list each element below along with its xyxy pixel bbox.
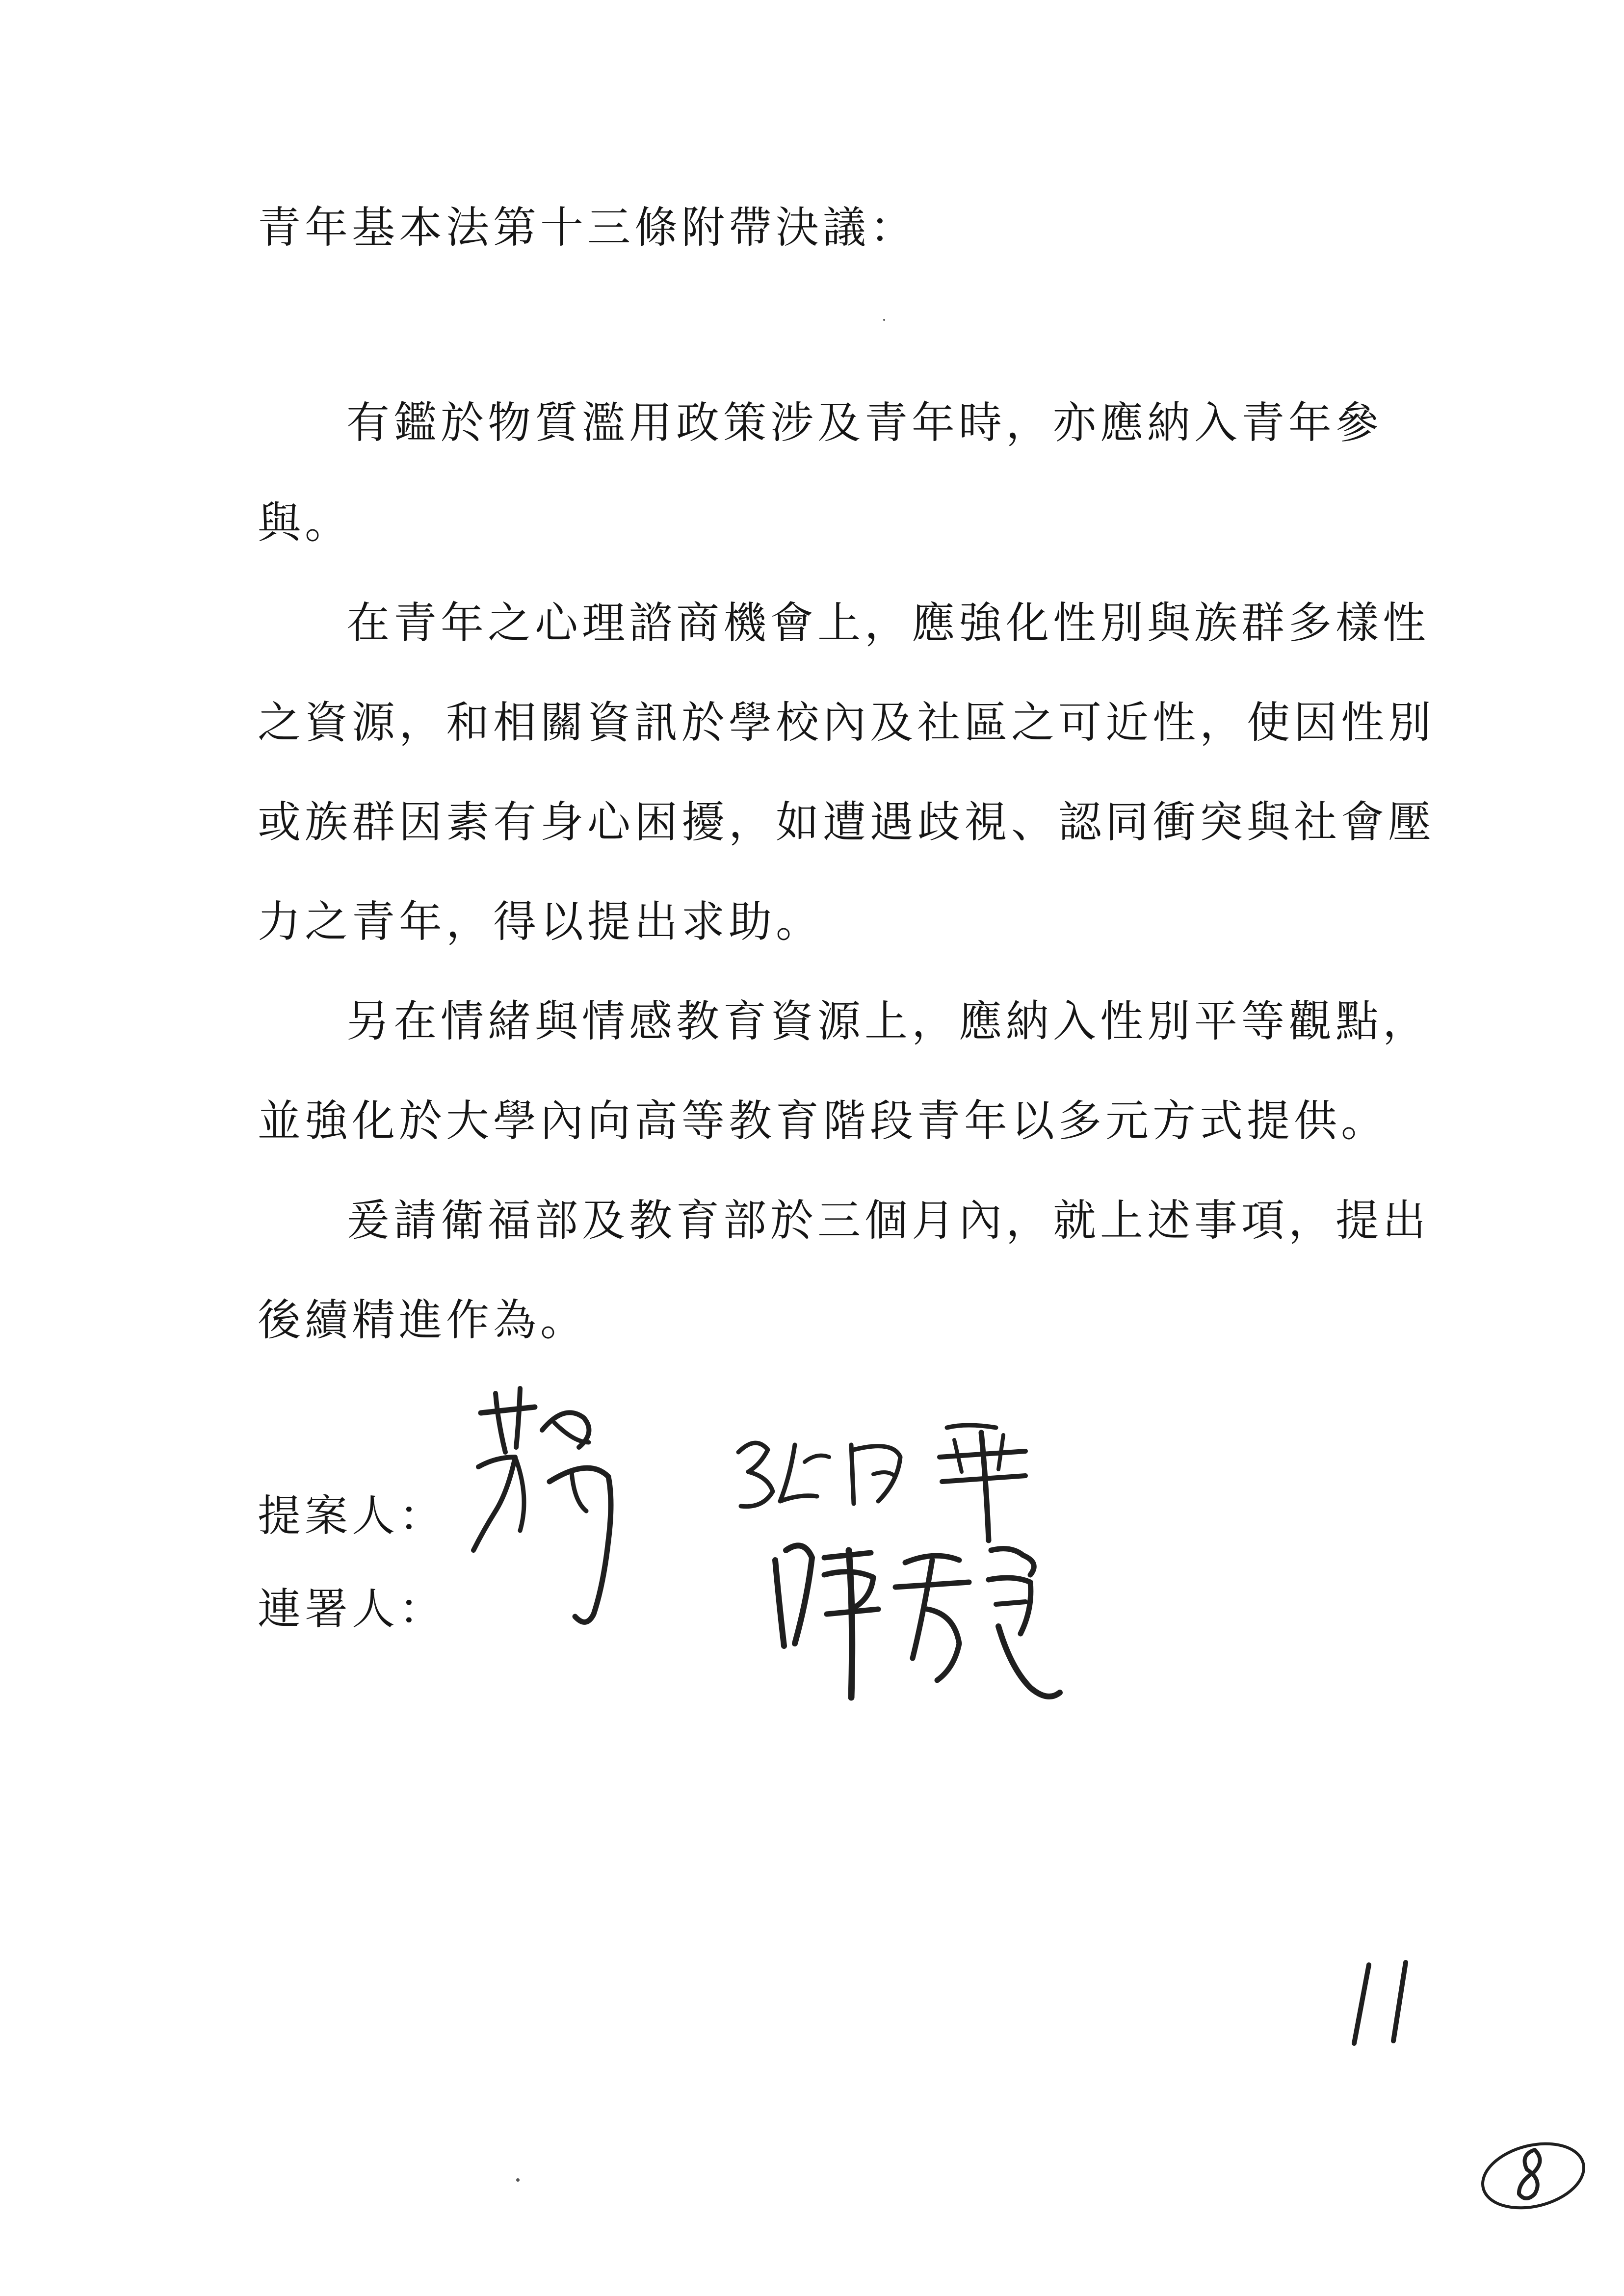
cosigner-signature-1 (731, 1423, 1074, 1545)
paragraph-line: 之資源，和相關資訊於學校內及社區之可近性，使因性別 (258, 697, 1436, 748)
scan-speck (883, 319, 885, 321)
paragraph-line: 並強化於大學內向高等教育階段青年以多元方式提供。 (258, 1096, 1388, 1146)
paragraph-line: 力之青年，得以提出求助。 (258, 896, 823, 947)
cosigner-label: 連署人： (258, 1584, 446, 1634)
handwritten-page-number (1339, 1957, 1423, 2056)
paragraph-line: 或族群因素有身心困擾，如遭遇歧視、認同衝突與社會壓 (258, 797, 1436, 847)
resolution-title: 青年基本法第十三條附帶決議： (258, 202, 917, 253)
paragraph-line: 有鑑於物質濫用政策涉及青年時，亦應納入青年參 (346, 397, 1383, 448)
paragraph-line: 後續精進作為。 (258, 1295, 588, 1345)
circled-page-number (1477, 2139, 1590, 2213)
paragraph-line: 在青年之心理諮商機會上，應強化性別與族群多樣性 (346, 598, 1430, 648)
paragraph-line: 另在情緒與情感教育資源上，應納入性別平等觀點， (346, 996, 1430, 1046)
paragraph-line: 爰請衛福部及教育部於三個月內，就上述事項，提出 (346, 1195, 1430, 1246)
proposer-signature (461, 1383, 677, 1639)
paragraph-line: 與。 (258, 497, 352, 548)
proposer-label: 提案人： (258, 1490, 446, 1541)
cosigner-signature-2 (765, 1540, 1070, 1727)
scan-speck (516, 2178, 520, 2182)
